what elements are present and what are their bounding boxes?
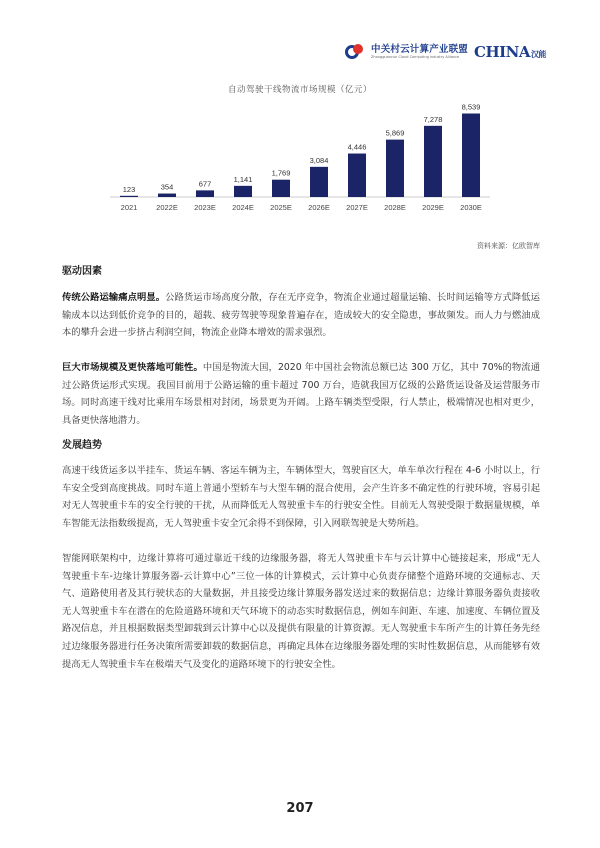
- bar-2021: [120, 196, 138, 197]
- tick-label-2027E: 2027E: [346, 203, 368, 212]
- data-label-2029E: 7,278: [423, 114, 443, 124]
- data-label-2022E: 354: [160, 182, 174, 192]
- data-label-2021: 123: [122, 184, 136, 194]
- alliance-name: 中关村云计算产业联盟: [371, 43, 469, 55]
- paragraph-2-lead: 巨大市场规模及更快落地可能性。: [62, 362, 203, 373]
- tick-label-2023E: 2023E: [194, 203, 216, 212]
- china-logo-sub: 汉能: [531, 49, 546, 59]
- data-label-2028E: 5,869: [385, 128, 405, 138]
- bar-2023E: [196, 190, 214, 197]
- data-label-2030E: 8,539: [461, 102, 481, 112]
- header-logos: [345, 42, 546, 62]
- paragraph-edge-computing: 智能网联架构中，边缘计算将可通过靠近干线的边缘服务器，将无人驾驶重卡车与云计算中心链接起来，形成“无人驾驶重卡车-边缘计算服务器-云计算中心”三位一体的计算模式，云计算中心负责存储整个道路环境的交通标志、天气、道路使用者及其行驶状态的大量数据，并且接受边缘计算服务器发送过来的数据信息；边缘计算服务器负责接收无人驾驶重卡车在潜在的危险道路环境和天气环境下的动态实时数据信息，例如车间距、车速、加速度、车辆位置及路况信息，并且根据数据类型卸载到云计算中心以及提供有限量的计算资源。无人驾驶重卡车所产生的计算任务先经过边缘服务器进行任务决策所需要卸载的数据信息，再确定具体在边缘服务器处理的实时性数据信息，从而能够有效提高无人驾驶重卡车在极端天气及变化的道路环境下的行驶安全性。: [62, 553, 540, 670]
- bar-2024E: [234, 186, 252, 197]
- paragraph-road-transport-pain: [62, 289, 540, 342]
- bar-2030E: [462, 114, 480, 197]
- drivers-heading: 驱动因素: [62, 266, 102, 277]
- paragraph-market-scale: [62, 359, 540, 429]
- paragraph-1-lead: 传统公路运输痛点明显。: [62, 292, 166, 303]
- bar-2029E: [424, 126, 442, 197]
- tick-label-2026E: 2026E: [308, 203, 330, 212]
- data-label-2023E: 677: [198, 179, 212, 189]
- tick-label-2028E: 2028E: [384, 203, 406, 212]
- bar-2022E: [158, 194, 176, 197]
- data-source: 资料来源：亿欧智库: [477, 242, 540, 250]
- tick-label-2030E: 2030E: [460, 203, 482, 212]
- china-logo-text: CHINA: [474, 43, 530, 61]
- market-size-bar-chart: [110, 96, 490, 220]
- tick-label-2024E: 2024E: [232, 203, 254, 212]
- bar-2027E: [348, 154, 366, 197]
- paragraph-safety-challenge: 高速干线货运多以半挂车、货运车辆、客运车辆为主，车辆体型大，驾驶盲区大，单车单次行程在 4-6 小时以上，行车安全受到高度挑战。同时车道上普通小型轿车与大型车辆的混合使用，会产生许多不确定性的行驶环境，容易引起对无人驾驶重卡车的安全行驶的干扰，从而降低无人驾驶重卡车的行驶安全性。目前无人驾驶受限于数据量规模，单车智能无法指数级提高，无人驾驶重卡安全冗余得不到保障，引入网联驾驶是大势所趋。: [62, 465, 540, 529]
- tick-label-2022E: 2022E: [156, 203, 178, 212]
- alliance-name-en: Zhongguancun Cloud Computing Industry Alliance: [371, 55, 460, 59]
- data-label-2025E: 1,769: [271, 168, 291, 178]
- tick-label-2021: 2021: [120, 203, 138, 212]
- bar-2028E: [386, 140, 404, 197]
- alliance-logo-text: [371, 45, 468, 60]
- trends-heading: 发展趋势: [62, 440, 102, 451]
- china-logo: [474, 43, 546, 61]
- tick-label-2029E: 2029E: [422, 203, 444, 212]
- paragraph-1-body: 公路货运市场高度分散，存在无序竞争，物流企业通过超量运输、长时间运输等方式降低运输成本以达到低价竞争的目的，超载、疲劳驾驶等现象普遍存在，造成较大的安全隐患，事故频发。而人力与燃油成本的攀升会进一步挤占利润空间，物流企业降本增效的需求强烈。: [62, 292, 540, 339]
- tick-label-2025E: 2025E: [270, 203, 292, 212]
- bar-2026E: [310, 167, 328, 197]
- data-label-2026E: 3,084: [309, 155, 329, 165]
- page-number: 207: [286, 801, 314, 816]
- data-label-2027E: 4,446: [347, 142, 367, 152]
- chart-title: 自动驾驶干线物流市场规模（亿元）: [227, 85, 372, 95]
- paragraph-2-body: 中国是物流大国，2020 年中国社会物流总额已达 300 万亿，其中 70%的物流通过公路货运形式实现。我国目前用于公路运输的重卡超过 700 万台，造就我国万亿级的公路货运设备及运营服务市场。同时高速干线对比乘用车场景相对封闭，场景更为开阔。上路车辆类型受限，行人禁止，极端情况也相对更少，具备更快落地潜力。: [62, 362, 540, 426]
- alliance-logo-icon: [345, 42, 365, 62]
- bar-2025E: [272, 180, 290, 197]
- data-label-2024E: 1,141: [233, 174, 253, 184]
